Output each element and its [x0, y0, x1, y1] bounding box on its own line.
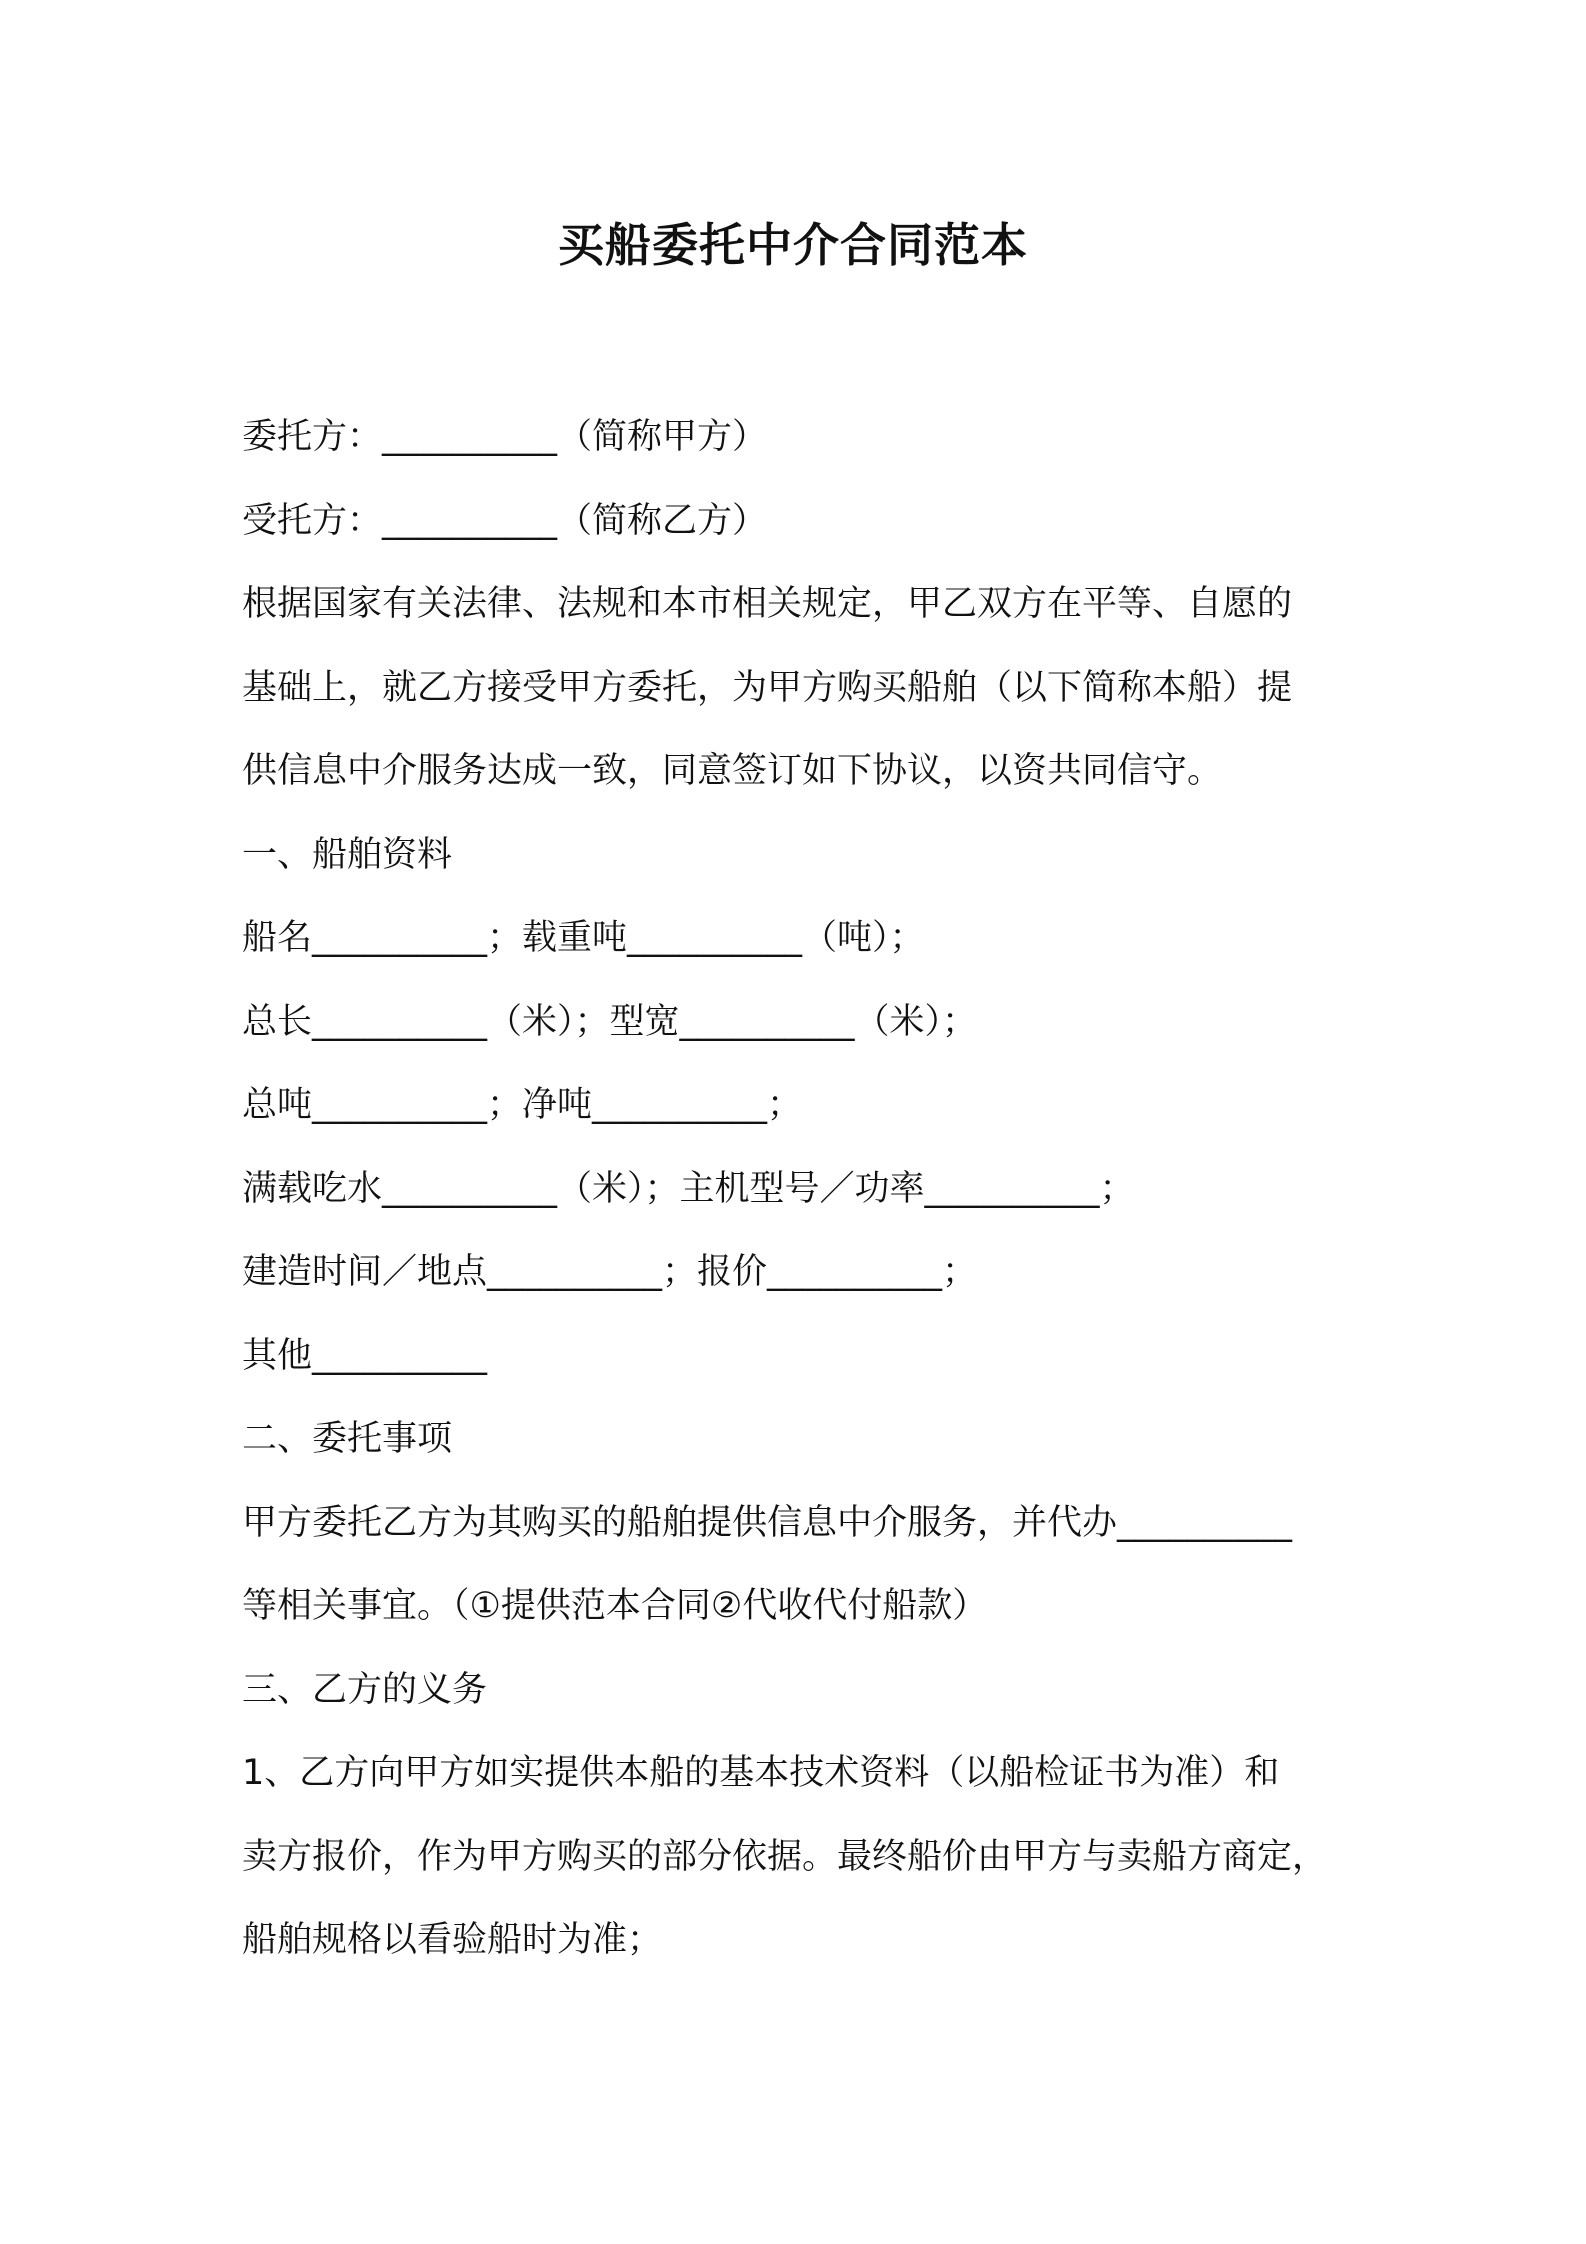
ship-info-line-5: 建造时间／地点__________；报价__________；	[242, 1252, 978, 1292]
party-b-line: 受托方：__________（简称乙方）	[242, 500, 768, 541]
document-body	[242, 396, 1352, 1983]
party-a-line: 委托方：__________（简称甲方）	[242, 417, 768, 457]
document-title: 买船委托中介合同范本	[558, 218, 1028, 272]
preamble-line-2: 基础上，就乙方接受甲方委托，为甲方购买船舶（以下简称本船）提	[242, 667, 1293, 708]
ship-info-line-6: 其他__________	[242, 1335, 488, 1376]
obligation-line-3: 船舶规格以看验船时为准；	[242, 1920, 663, 1960]
section-heading-1: 一、船舶资料	[242, 834, 453, 875]
section-heading-3: 三、乙方的义务	[242, 1669, 488, 1710]
preamble-line-1: 根据国家有关法律、法规和本市相关规定，甲乙双方在平等、自愿的	[242, 584, 1293, 624]
ship-info-line-4: 满载吃水__________（米）；主机型号／功率__________；	[242, 1168, 1135, 1209]
obligation-line-1: 1、乙方向甲方如实提供本船的基本技术资料（以船检证书为准）和	[242, 1753, 1280, 1793]
ship-info-line-1: 船名__________；载重吨__________（吨）；	[242, 918, 925, 958]
entrust-line-2: 等相关事宜。（①提供范本合同②代收代付船款）	[242, 1586, 988, 1626]
obligation-line-2: 卖方报价，作为甲方购买的部分依据。最终船价由甲方与卖船方商定，	[242, 1836, 1328, 1877]
ship-info-line-2: 总长__________（米）；型宽__________（米）；	[242, 1001, 978, 1042]
section-heading-2: 二、委托事项	[242, 1419, 453, 1459]
entrust-line-1: 甲方委托乙方为其购买的船舶提供信息中介服务，并代办__________	[242, 1502, 1293, 1543]
preamble-line-3: 供信息中介服务达成一致，同意签订如下协议，以资共同信守。	[242, 751, 1223, 791]
ship-info-line-3: 总吨__________；净吨__________；	[242, 1085, 803, 1125]
